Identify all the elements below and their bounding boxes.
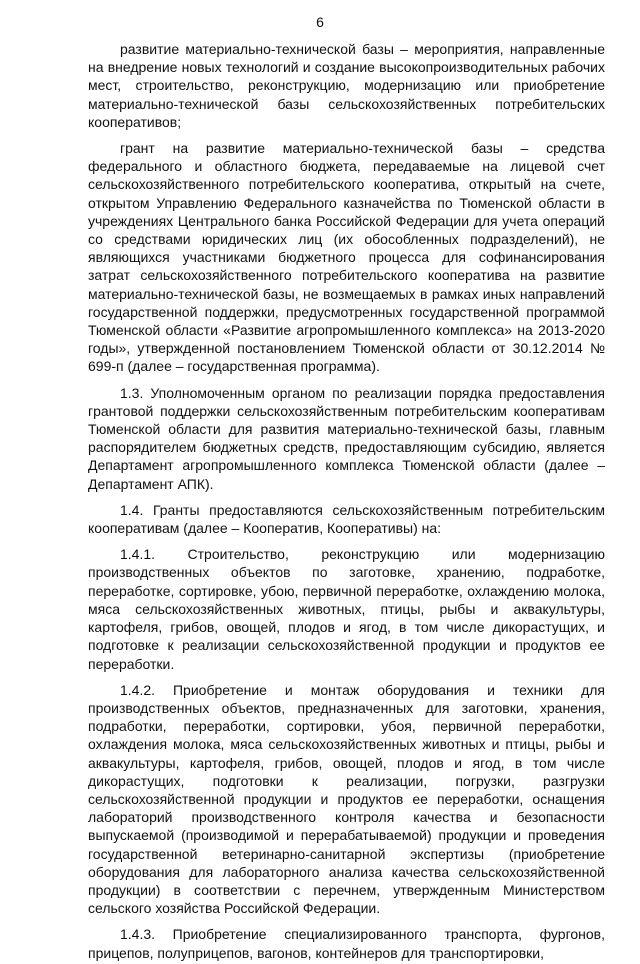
paragraph-1-4: 1.4. Гранты предоставляются сельскохозяйственным потребительским кооперативам (далее – Кооператив, Кооперативы) на:: [88, 501, 605, 537]
paragraph-definition-grant: грант на развитие материально-технической базы – средства федерального и областного бюджета, передаваемые на лицевой счет сельскохозяйственного потребительского кооператива, открытый на счете, открытом Управлению Федерального казначейства по Тюменской области в учреждениях Центрального банка Российской Федерации для учета операций со средствами юридических лиц (их обособленных подразделений), не являющихся участниками бюджетного процесса для софинансирования затрат сельскохозяйственного потребительского кооператива на развитие материально-технической базы, не возмещаемых в рамках иных направлений государственной поддержки, предусмотренных государственной программой Тюменской области «Развитие агропромышленного комплекса» на 2013-2020 годы», утвержденной постановлением Тюменской области от 30.12.2014 № 699-п (далее – государственная программа).: [88, 140, 605, 375]
paragraph-definition-material-base: развитие материально-технической базы – мероприятия, направленные на внедрение новых технологий и создание высокопроизводительных рабочих мест, строительство, реконструкцию, модернизацию или приобретение материально-технической базы сельскохозяйственных потребительских кооперативов;: [88, 41, 605, 130]
document-body: [88, 40, 605, 964]
paragraph-1-3: 1.3. Уполномоченным органом по реализации порядка предоставления грантовой поддержки сельскохозяйственным потребительским кооперативам Тюменской области для развития материально-технической базы, главным распорядителем бюджетных средств, предоставляющим субсидию, является Департамент агропромышленного комплекса Тюменской области (далее – Департамент АПК).: [88, 384, 605, 492]
paragraph-1-4-2: 1.4.2. Приобретение и монтаж оборудования и техники для производственных объектов, предназначенных для заготовки, хранения, подработки, переработки, сортировки, убоя, первичной переработки, охлаждения молока, мяса сельскохозяйственных животных и птицы, рыбы и аквакультуры, картофеля, грибов, овощей, плодов и ягод, в том числе дикорастущих, подготовки к реализации, погрузки, разгрузки сельскохозяйственной продукции и продуктов ее переработки, оснащения лабораторий производственного контроля качества и безопасности выпускаемой (производимой и перерабатываемой) продукции и проведения государственной ветеринарно-санитарной экспертизы (приобретение оборудования для лабораторного анализа качества сельскохозяйственной продукции) в соответствии с перечнем, утвержденным Министерством сельского хозяйства Российской Федерации.: [88, 681, 605, 917]
paragraph-1-4-1: 1.4.1. Строительство, реконструкцию или модернизацию производственных объектов по заготовке, хранению, подработке, переработке, сортировке, убою, первичной переработке, охлаждению молока, мяса сельскохозяйственных животных, птицы, рыбы и аквакультуры, картофеля, грибов, овощей, плодов и ягод, в том числе дикорастущих, и подготовке к реализации сельскохозяйственной продукции и продуктов ее переработки.: [88, 546, 605, 672]
paragraph-1-4-3: 1.4.3. Приобретение специализированного транспорта, фургонов, прицепов, полуприцепов, вагонов, контейнеров для транспортировки,: [88, 926, 605, 961]
page-number: 6: [316, 14, 324, 30]
